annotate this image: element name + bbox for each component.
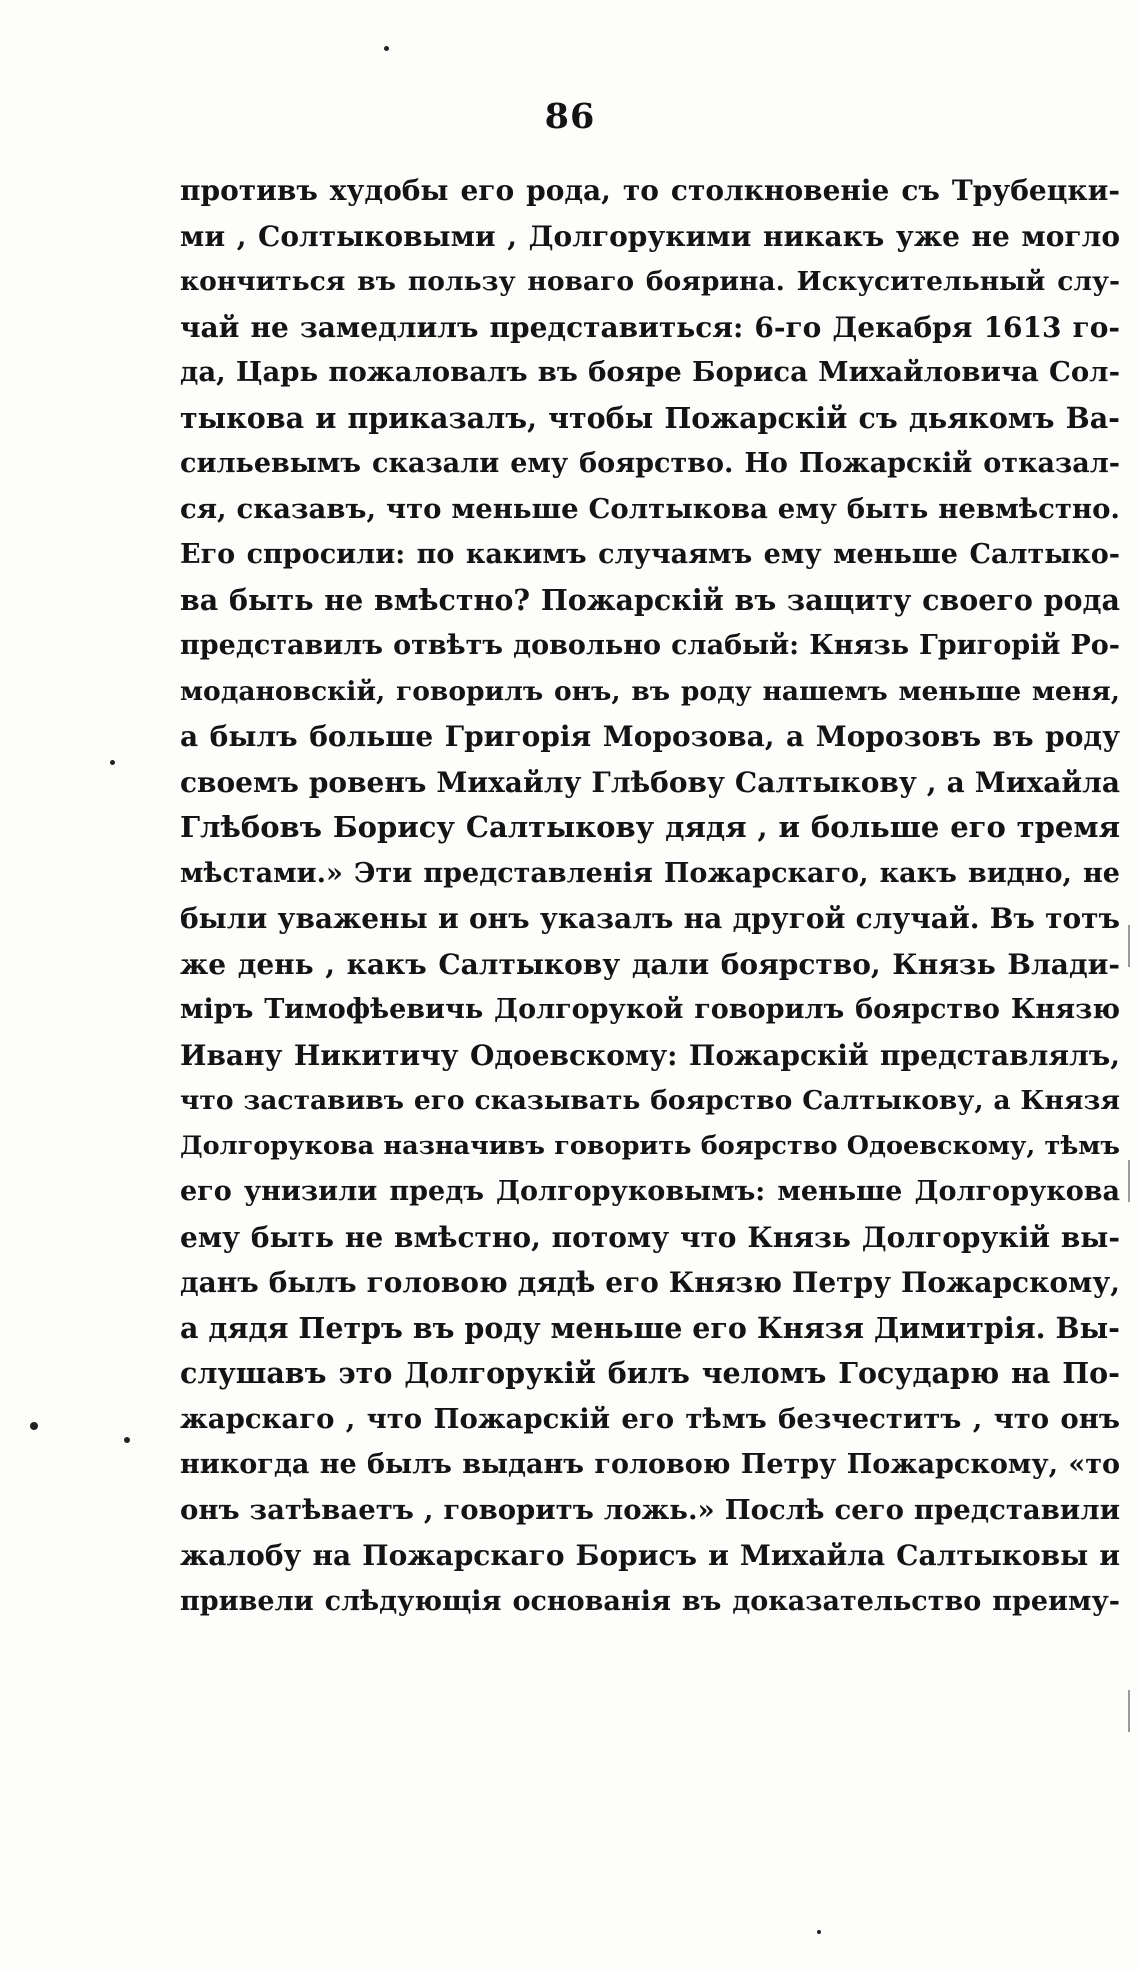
text-line: его унизили предъ Долгоруковымъ: меньше Долгорукова [180,1176,1120,1207]
scan-speck [124,1437,130,1443]
text-line: Ивану Никитичу Одоевскому: Пожарскій представлялъ, [180,1038,1120,1072]
text-line: своемъ ровенъ Михайлу Глѣбову Салтыкову , а Михайла [180,765,1120,799]
text-line: модановскій, говорилъ онъ, въ роду нашемъ меньше меня, [180,675,1120,707]
text-line: тыкова и приказалъ, чтобы Пожарскій съ дьякомъ Ва- [180,400,1120,435]
text-line: чай не замедлилъ представиться: 6-го Декабря 1613 го- [180,310,1120,344]
scan-edge-mark [1128,925,1130,967]
text-line: же день , какъ Салтыкову дали боярство, Князь Влади- [180,947,1120,981]
text-line: данъ былъ головою дядѣ его Князю Петру Пожарскому, [180,1266,1120,1299]
text-line: привели слѣдующія основанія въ доказательство преиму- [180,1585,1120,1617]
text-line: Глѣбовъ Борису Салтыкову дядя , и больше его тремя [180,810,1120,844]
text-line: а былъ больше Григорія Морозова, а Морозовъ въ роду [180,720,1120,753]
text-line: противъ худобы его рода, то столкновеніе съ Трубецки- [180,174,1120,207]
text-line: міръ Тимофѣевичь Долгорукой говорилъ боярство Князю [180,994,1120,1025]
text-line: мѣстами.» Эти представленія Пожарскаго, какъ видно, не [180,857,1120,889]
scan-edge-mark [1128,1690,1130,1732]
page-number: 86 [544,96,596,137]
text-line: представилъ отвѣтъ довольно слабый: Князь Григорій Ро- [180,630,1120,661]
text-line: ми , Солтыковыми , Долгорукими никакъ уже не могло [180,219,1120,253]
scan-speck [30,1422,38,1430]
text-line: слушавъ это Долгорукій билъ челомъ Государю на По- [180,1356,1120,1390]
text-line: сильевымъ сказали ему боярство. Но Пожарскій отказал- [180,448,1120,479]
scan-speck [110,760,115,765]
scan-speck [384,46,389,51]
text-line: жалобу на Пожарскаго Борисъ и Михайла Салтыковы и [180,1539,1120,1572]
text-line: жарскаго , что Пожарскій его тѣмъ безчеститъ , что онъ [180,1402,1120,1435]
text-line: кончиться въ пользу новаго боярина. Искусительный слу- [180,266,1120,297]
text-line: Его спросили: по какимъ случаямъ ему меньше Салтыко- [180,539,1120,570]
text-line: ва быть не вмѣстно? Пожарскій въ защиту своего рода [180,582,1120,617]
text-line: а дядя Петръ въ роду меньше его Князя Димитрія. Вы- [180,1310,1120,1345]
text-line: никогда не былъ выданъ головою Петру Пожарскому, «то [180,1449,1120,1480]
text-line: ся, сказавъ, что меньше Солтыкова ему быть невмѣстно. [180,492,1120,525]
body-text [180,168,1120,1624]
text-line: Долгорукова назначивъ говорить боярство Одоевскому, тѣмъ [180,1130,1120,1161]
scan-speck [817,1930,821,1934]
text-line: ему быть не вмѣстно, потому что Князь Долгорукій вы- [180,1220,1120,1254]
text-line: онъ затѣваетъ , говоритъ ложь.» Послѣ сего представили [180,1493,1120,1526]
text-line: да, Царь пожаловалъ въ бояре Бориса Михайловича Сол- [180,356,1120,388]
scan-edge-mark [1128,1160,1130,1202]
text-line: были уважены и онъ указалъ на другой случай. Въ тотъ [180,902,1120,935]
text-line: что заставивъ его сказывать боярство Салтыкову, а Князя [180,1085,1120,1116]
